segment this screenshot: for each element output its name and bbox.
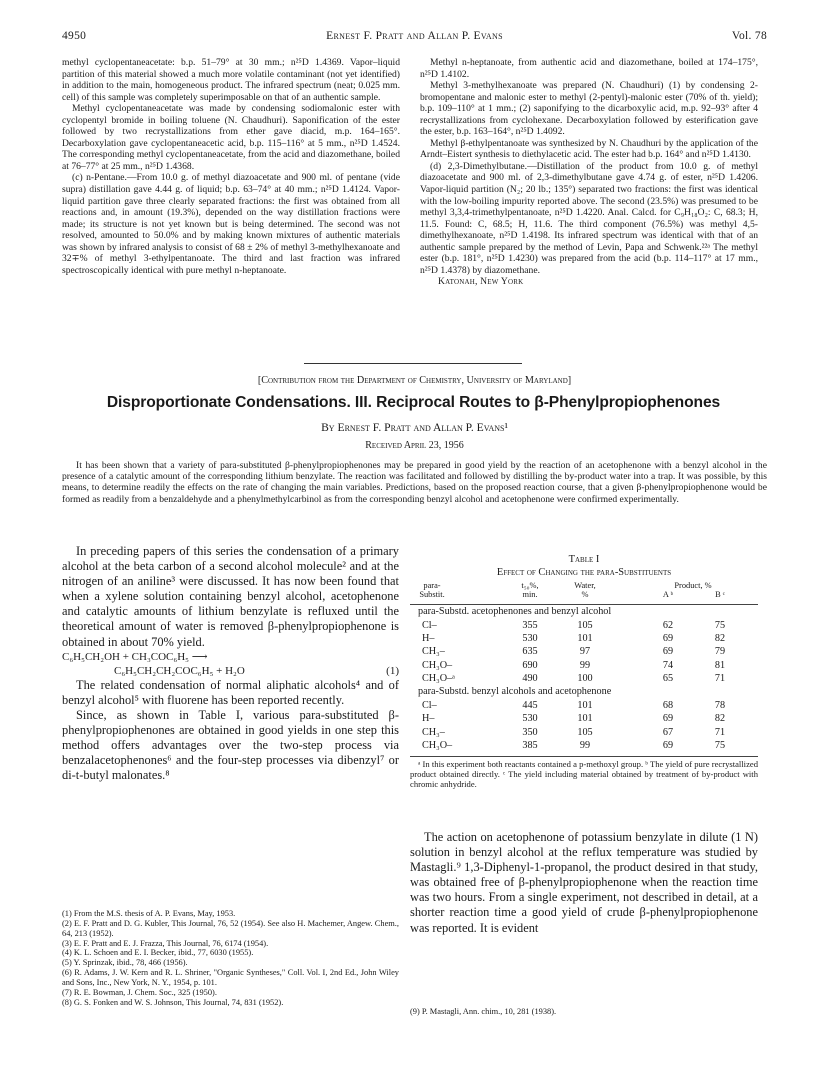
table-cell: 78	[714, 699, 726, 711]
equation-product: C₆H₅CH₂CH₂COC₆H₅ + H₂O	[114, 664, 245, 677]
table-cell: 530	[522, 713, 538, 725]
table-cell: 101	[577, 713, 593, 725]
header-time: t₅₀%, min.	[521, 581, 539, 599]
footnote: (4) K. L. Schoen and E. I. Becker, ibid., 77, 6030 (1955).	[62, 948, 254, 958]
table-cell: 445	[522, 699, 538, 711]
footnote: (9) P. Mastagli, Ann. chim., 10, 281 (1938).	[410, 1007, 557, 1016]
footnotes-right	[410, 1007, 758, 1017]
contribution-line: [Contribution from the Department of Chemistry, University of Maryland]	[257, 375, 572, 386]
top-right-column	[420, 57, 758, 288]
table-cell: 690	[522, 659, 538, 671]
table-group-label: para-Substd. benzyl alcohols and acetophenone	[418, 686, 612, 698]
paragraph: The action on acetophenone of potassium benzylate in dilute (1 N) solution in benzyl alcohol at the reflux temperature was studied by Mastagli.⁹ 1,3-Diphenyl-1-propanol, the product desired in that study, was obtained free of β-phenylpropiophenone when the reaction time was two hours. From a single experiment, not described in detail, at a shorter reaction time a good yield of crude β-phenylpropiophenone was reported. It is evident	[410, 830, 758, 935]
equation-line-2	[62, 664, 399, 678]
table-cell: 82	[714, 713, 726, 725]
paragraph: Since, as shown in Table I, various para-substituted β-phenylpropiophenones are obtained in good yields in one step this method offers advantages over the two-step process via benzalacetophenones⁶ and the four-step processes via dibenzyl⁷ or di-t-butyl malonates.⁸	[62, 707, 399, 783]
table-cell: 385	[522, 740, 538, 752]
header-water: Water, %	[574, 581, 596, 599]
table-cell: 101	[577, 699, 593, 711]
table-cell: 68	[662, 699, 674, 711]
table-cell: CH₃–	[422, 646, 445, 658]
table-footnote: ᵃ In this experiment both reactants contained a p-methoxyl group. ᵇ The yield of pure recrystallized product obtained directly. ᶜ The yield including material obtained by treatment of by-product with chromic anhydride.	[410, 756, 758, 789]
header-a: A ᵇ	[662, 590, 674, 599]
table-cell: 355	[522, 619, 538, 631]
table-cell: 635	[522, 646, 538, 658]
table-caption: Effect of Changing the para-Substituents	[496, 567, 672, 578]
table-label: Table I	[568, 554, 600, 565]
table-row	[410, 699, 758, 712]
table-cell: 99	[579, 659, 591, 671]
table-cell: H–	[422, 713, 435, 725]
running-head	[62, 30, 767, 46]
table-cell: H–	[422, 632, 435, 644]
table-cell: 69	[662, 632, 674, 644]
volume-label: Vol. 78	[731, 30, 767, 42]
table-row	[410, 739, 758, 752]
table-cell: 69	[662, 740, 674, 752]
table-cell: Cl–	[422, 699, 437, 711]
table-cell: 75	[714, 740, 726, 752]
header-b: B ᶜ	[715, 590, 725, 599]
table-body	[410, 605, 758, 753]
header-product: Product, %	[674, 581, 712, 590]
footnote: (1) From the M.S. thesis of A. P. Evans, May, 1953.	[62, 909, 236, 918]
table-row	[410, 672, 758, 685]
table-row	[410, 659, 758, 672]
table-cell: CH₃O–	[422, 740, 453, 752]
table-row	[410, 619, 758, 632]
table-cell: 69	[662, 713, 674, 725]
abstract: It has been shown that a variety of para-substituted β-phenylpropiophenones may be prepared in good yield by the reaction of an acetophenone with a benzyl alcohol in the presence of a catalytic amount of the corresponding lithium benzylate. The reaction was facilitated and followed by distilling the by-product water into a trap. It was possible, by this means, to determine readily the effects on the rate of changing the main variables. Predictions, based on the proposed reaction course, that a given β-phenylpropiophenone would be formed as readily from a benzaldehyde and a phenylmethylcarbinol as from the corresponding benzyl alcohol and acetophenone were confirmed experimentally.	[62, 460, 767, 505]
affiliation: Katonah, New York	[438, 276, 524, 288]
page-number: 4950	[62, 30, 87, 42]
paragraph: The related condensation of normal aliphatic alcohols⁴ and of benzyl alcohol⁵ with fluorene has been reported recently.	[62, 677, 399, 707]
table-cell: 79	[714, 646, 726, 658]
table-row	[410, 632, 758, 645]
table-row	[410, 726, 758, 739]
table-cell: 81	[714, 659, 726, 671]
footnotes-left	[62, 909, 399, 1007]
footnote: (3) E. F. Pratt and E. J. Frazza, This Journal, 76, 6174 (1954).	[62, 938, 269, 948]
top-left-column	[62, 57, 400, 276]
table-1	[410, 553, 758, 789]
body-left-column	[62, 544, 399, 783]
table-cell: 105	[577, 619, 593, 631]
table-cell: Cl–	[422, 619, 437, 631]
paragraph: Methyl n-heptanoate, from authentic acid and diazomethane, boiled at 174–175°, n²⁵D 1.4102.	[420, 57, 758, 80]
running-title: Ernest F. Pratt and Allan P. Evans	[326, 30, 503, 42]
table-cell: 99	[579, 740, 591, 752]
table-cell: 82	[714, 632, 726, 644]
paragraph: (d) 2,3-Dimethylbutane.—Distillation of the product from 10.0 g. of methyl diazoacetate and 900 ml. of 2,3-dimethylbutane gave 4.74 g. of ester, n²⁵D 1.4206. Vapor-liquid partition (N₂; 20 lb.; 135°) separated two fractions: the first was identical with the low-boiling impurity reported above. The second (23.5%) was presumed to be methyl 3,3,4-trimethylpentanoate, n²⁵D 1.4220. Anal. Calcd. for C₉H₁₈O₂: C, 68.3; H, 11.5. Found: C, 68.5; H, 11.6. The third component (76.5%) was methyl 4,5-dimethylhexanoate, n²⁵D 1.4198. Its infrared spectrum was identical with that of an authentic sample prepared by the method of Levin, Papa and Schwenk.²²ᵃ The methyl ester (b.p. 181°, n²⁵D 1.4230) was prepared from the acid (b.p. 114–117° at 17 mm., n²⁵D 1.4378) by diazomethane.	[420, 160, 758, 276]
table-header	[410, 580, 758, 605]
paragraph: Methyl 3-methylhexanoate was prepared (N. Chaudhuri) (1) by condensing 2-bromopentane and malonic ester to methyl (2-pentyl)-malonic ester (70% of th. yield); b.p. 109–110° at 1 mm.; (2) saponifying to the dicarboxylic acid, m.p. 92–93° after 4 recrystallizations from cyclohexane. Decarboxylation followed by esterification gave the ester, b.p. 163–164°, n²⁵D 1.4092.	[420, 80, 758, 138]
header-substit: para- Substit.	[419, 581, 445, 599]
paragraph: (c) n-Pentane.—From 10.0 g. of methyl diazoacetate and 900 ml. of pentane (vide supra) distillation gave 4.44 g. of liquid; b.p. 63–74° at 40 mm.; n²⁵D 1.4124. Vapor-liquid partition gave three clearly separated fractions: the first was obtained from all reactions and, in amount (19.3%), depended on the way distillation fractions were made; its structure is not yet known but is being determined. The second was not resolved, amounted to 50.0% and by making known mixtures of authentic materials was shown by infrared analysis to consist of 68 ± 2% of methyl 3-methylhexanoate and 32∓% of methyl 3-ethylpentanoate. The third and last fraction was infrared spectroscopically identical with pure methyl n-heptanoate.	[62, 172, 400, 276]
table-cell: 62	[662, 619, 674, 631]
table-cell: CH₃O–ᵃ	[422, 673, 455, 685]
paragraph: In preceding papers of this series the condensation of a primary alcohol at the beta carbon of a second alcohol molecule² and at the nitrogen of an aniline³ were discussed. It has now been found that when a xylene solution containing benzyl alcohol, acetophenone and catalytic amounts of lithium benzylate is refluxed until the theoretical amount of water is removed β-phenylpropiophenone is obtained in about 70% yield.	[62, 544, 399, 649]
footnote: (5) Y. Sprinzak, ibid., 78, 466 (1956).	[62, 958, 188, 968]
table-cell: 97	[579, 646, 591, 658]
paragraph: Methyl β-ethylpentanoate was synthesized by N. Chaudhuri by the application of the Arndt–Eistert synthesis to diethylacetic acid. The ester had b.p. 164° and n²⁵D 1.4130.	[420, 137, 758, 161]
table-cell: 530	[522, 632, 538, 644]
table-cell: 65	[662, 673, 674, 685]
table-cell: 69	[662, 646, 674, 658]
table-cell: 74	[662, 659, 674, 671]
table-cell: CH₃–	[422, 726, 445, 738]
footnote: (8) G. S. Fonken and W. S. Johnson, This Journal, 74, 831 (1952).	[62, 997, 284, 1007]
table-cell: 71	[714, 673, 726, 685]
table-cell: 71	[714, 726, 726, 738]
table-cell: 100	[577, 673, 593, 685]
paragraph: methyl cyclopentaneacetate: b.p. 51–79° at 30 mm.; n²⁵D 1.4369. Vapor–liquid partition of this material showed a much more volatile contaminant (not yet identified) in addition to the main, homogeneous product. The infrared spectrum (neat; 0.025 mm. cell) of this sample was completely superimposable on that of an authentic sample.	[62, 57, 400, 103]
table-cell: 490	[522, 673, 538, 685]
table-row	[410, 712, 758, 725]
article-title: Disproportionate Condensations. III. Reciprocal Routes to β-Phenylpropiophenones	[106, 394, 721, 411]
paragraph: Methyl cyclopentaneacetate was made by condensing sodiomalonic ester with cyclopentyl bromide in boiling toluene (N. Chaudhuri). Saponification of the ester followed by two recrystallizations from ether gave diacid, m.p. 164–165°. Decarboxylation gave cyclopentaneacetic acid, b.p. 115–116° at 5 mm., n²⁵D 1.4524. The corresponding methyl cyclopentaneacetate, from the acid and diazomethane, boiled at 76–77° at 25 mm., n²⁵D 1.4368.	[62, 103, 400, 172]
equation-number: (1)	[386, 664, 399, 677]
table-cell: 101	[577, 632, 593, 644]
received-date: Received April 23, 1956	[365, 440, 464, 451]
equation-line-1: C₆H₅CH₂OH + CH₃COC₆H₅ ⟶	[62, 650, 208, 663]
table-cell: 350	[522, 726, 538, 738]
footnote: (2) E. F. Pratt and D. G. Kubler, This Journal, 76, 52 (1954). See also H. Machemer, Angew. Chem., 64, 213 (1952).	[62, 918, 399, 938]
section-divider	[304, 363, 522, 364]
table-cell: 105	[577, 726, 593, 738]
table-cell: 75	[714, 619, 726, 631]
author-line: By Ernest F. Pratt and Allan P. Evans¹	[321, 421, 508, 434]
table-row	[410, 645, 758, 658]
table-group-label: para-Substd. acetophenones and benzyl alcohol	[418, 606, 612, 617]
footnote: (7) R. E. Bowman, J. Chem. Soc., 325 (1950).	[62, 987, 217, 997]
table-cell: 67	[662, 726, 674, 738]
table-cell: CH₃O–	[422, 659, 453, 671]
footnote: (6) R. Adams, J. W. Kern and R. L. Shriner, "Organic Syntheses," Coll. Vol. I, 2nd Ed., John Wiley and Sons, Inc., New York, N. Y., 1954, p. 101.	[62, 968, 399, 987]
body-right-column	[410, 830, 758, 936]
